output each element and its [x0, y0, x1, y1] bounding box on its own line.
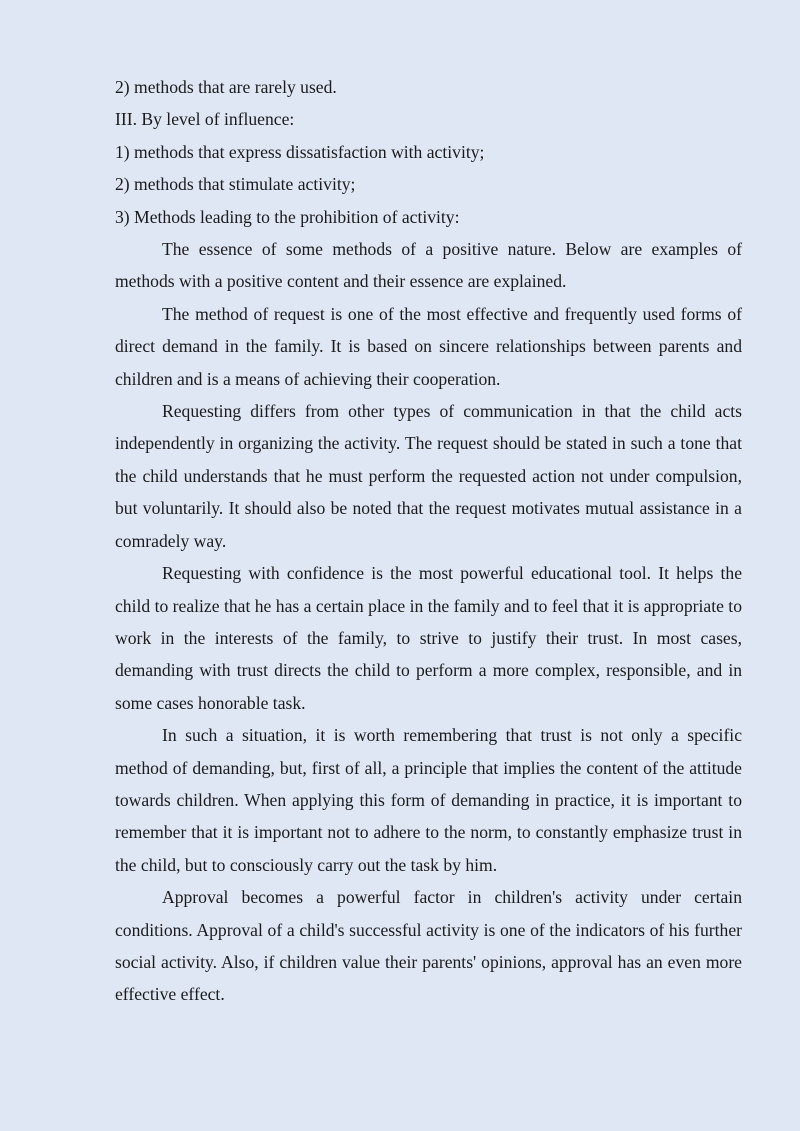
- list-item-rarely-used: 2) methods that are rarely used.: [115, 77, 337, 97]
- paragraph-requesting-differs: Requesting differs from other types of communication in that the child acts independently in organizing the activity. The request should be stated in such a tone that the child understands that he must perform the requested action not under compulsion, but voluntarily. It should also be noted that the request motivates mutual assistance in a comradely way.: [115, 401, 742, 551]
- list-item-stimulate: 2) methods that stimulate activity;: [115, 174, 356, 195]
- section-heading-level-of-influence: III. By level of influence:: [115, 109, 295, 130]
- paragraph-positive-methods: The essence of some methods of a positive nature. Below are examples of methods with a positive content and their essence are explained.: [115, 239, 742, 292]
- list-item-dissatisfaction: 1) methods that express dissatisfaction with activity;: [115, 141, 485, 162]
- list-item-prohibition: 3) Methods leading to the prohibition of activity:: [115, 206, 460, 227]
- paragraph-requesting-with-confidence: Requesting with confidence is the most powerful educational tool. It helps the child to realize that he has a certain place in the family and to feel that it is appropriate to work in the interests of the family, to strive to justify their trust. In most cases, demanding with trust directs the child to perform a more complex, responsible, and in some cases honorable task.: [115, 563, 742, 713]
- paragraph-method-of-request: The method of request is one of the most effective and frequently used forms of direct demand in the family. It is based on sincere relationships between parents and children and is a means of achieving their cooperation.: [115, 303, 742, 389]
- paragraph-approval: Approval becomes a powerful factor in children's activity under certain conditions. Approval of a child's successful activity is one of the indicators of his further social activity. Also, if children value their parents' opinions, approval has an even more effective effect.: [115, 887, 742, 1005]
- document-page: [115, 71, 742, 1011]
- paragraph-trust-principle: In such a situation, it is worth remembering that trust is not only a specific method of demanding, but, first of all, a principle that implies the content of the attitude towards children. When applying this form of demanding in practice, it is important to remember that it is important not to adhere to the norm, to constantly emphasize trust in the child, but to consciously carry out the task by him.: [115, 725, 742, 875]
